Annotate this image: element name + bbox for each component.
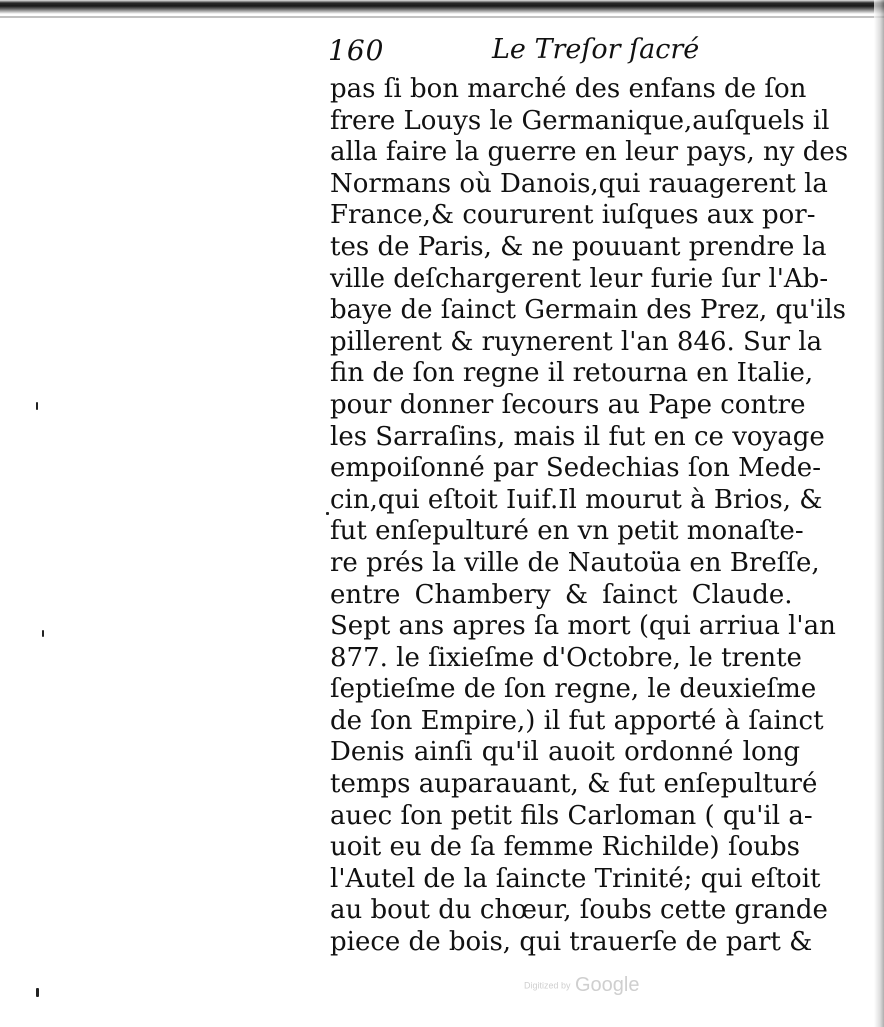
top-scan-border xyxy=(0,0,884,14)
text-line: empoiſonné par Sedechias ſon Mede- xyxy=(330,453,821,484)
text-line: au bout du chœur, ſoubs cette grande xyxy=(330,895,828,926)
text-line: fin de ſon regne il retourna en Italie, xyxy=(330,358,814,389)
text-line: Normans où Danois,qui rauagerent la xyxy=(330,168,828,199)
watermark-prefix: Digitized by xyxy=(524,980,571,991)
text-line: cin,qui eſtoit Iuif.Il mourut à Brios, & xyxy=(330,484,823,515)
text-line: les Sarraſins, mais il fut en ce voyage xyxy=(330,421,825,452)
text-line: frere Louys le Germanique,auſquels il xyxy=(330,105,830,136)
page-header xyxy=(322,34,782,74)
scan-speck xyxy=(36,988,39,997)
text-line: Sept ans apres ſa mort (qui arriua l'an xyxy=(330,611,836,642)
text-line: fut enſepulturé en vn petit monaſte- xyxy=(330,516,804,547)
text-line: pillerent & ruynerent l'an 846. Sur la xyxy=(330,326,823,357)
right-page-edge xyxy=(874,0,884,1027)
text-line: 877. le ſixieſme d'Octobre, le trente xyxy=(330,642,802,673)
body-text xyxy=(330,74,849,959)
text-line: re prés la ville de Nautoüa en Breſſe, xyxy=(330,547,820,578)
text-line: France,& coururent iuſques aux por- xyxy=(330,200,816,231)
watermark-brand: Google xyxy=(574,974,640,996)
page-number: 160 xyxy=(328,34,385,67)
top-scan-border-line xyxy=(0,16,884,18)
scan-speck xyxy=(42,630,44,637)
text-line: uoit eu de ſa femme Richilde) ſoubs xyxy=(330,832,800,863)
digitized-watermark xyxy=(524,974,664,997)
text-line: ville deſchargerent leur furie ſur l'Ab- xyxy=(330,263,829,294)
text-line: piece de bois, qui trauerſe de part & xyxy=(330,927,813,958)
text-line: pas ſi bon marché des enfans de ſon xyxy=(330,74,807,104)
text-line: l'Autel de la ſaincte Trinité; qui eſtoit xyxy=(330,863,821,894)
text-line: Denis ainſi qu'il auoit ordonné long xyxy=(330,737,800,768)
text-line: ſeptieſme de ſon regne, le deuxieſme xyxy=(330,674,817,705)
text-line: entre Chambery & ſainct Claude. xyxy=(330,579,793,610)
scan-speck xyxy=(36,402,38,410)
text-line: tes de Paris, & ne pouuant prendre la xyxy=(330,231,827,262)
running-title: Le Treſor ſacré xyxy=(492,34,700,65)
text-line: auec ſon petit fils Carloman ( qu'il a- xyxy=(330,800,813,831)
text-line: pour donner ſecours au Pape contre xyxy=(330,389,806,420)
text-line: alla faire la guerre en leur pays, ny des xyxy=(330,137,849,168)
text-line: temps auparauant, & fut enſepulturé xyxy=(330,769,818,800)
text-line: baye de ſainct Germain des Prez, qu'ils xyxy=(330,295,846,326)
text-line: de ſon Empire,) il fut apporté à ſainct xyxy=(330,705,824,736)
scan-speck xyxy=(326,512,329,515)
